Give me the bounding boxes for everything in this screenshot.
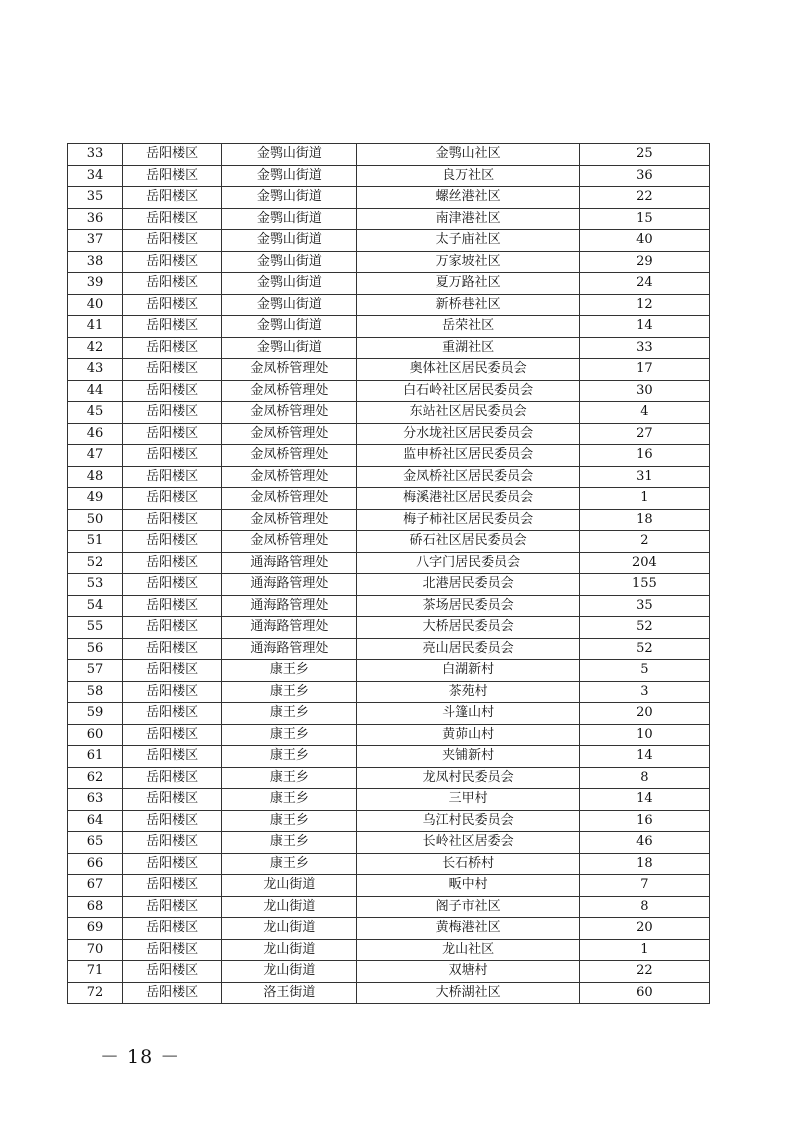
table-row — [68, 746, 710, 768]
community-cell: 东站社区居民委员会 — [357, 402, 579, 424]
row-number-cell: 65 — [68, 832, 123, 854]
table-row — [68, 681, 710, 703]
district-cell: 岳阳楼区 — [123, 273, 222, 295]
district-cell: 岳阳楼区 — [123, 810, 222, 832]
street-cell: 金凤桥管理处 — [222, 488, 357, 510]
street-cell: 龙山街道 — [222, 961, 357, 983]
row-number-cell: 53 — [68, 574, 123, 596]
district-cell: 岳阳楼区 — [123, 939, 222, 961]
community-cell: 夹铺新村 — [357, 746, 579, 768]
street-cell: 康王乡 — [222, 660, 357, 682]
count-cell: 17 — [579, 359, 709, 381]
table-body — [68, 144, 710, 1004]
district-cell: 岳阳楼区 — [123, 961, 222, 983]
community-cell: 螺丝港社区 — [357, 187, 579, 209]
district-cell: 岳阳楼区 — [123, 380, 222, 402]
street-cell: 金凤桥管理处 — [222, 359, 357, 381]
table-row — [68, 144, 710, 166]
table-row — [68, 703, 710, 725]
row-number-cell: 68 — [68, 896, 123, 918]
street-cell: 康王乡 — [222, 681, 357, 703]
row-number-cell: 51 — [68, 531, 123, 553]
page-number: － 18 － — [100, 1046, 181, 1068]
count-cell: 8 — [579, 896, 709, 918]
street-cell: 洛王街道 — [222, 982, 357, 1004]
table-row — [68, 316, 710, 338]
row-number-cell: 67 — [68, 875, 123, 897]
district-cell: 岳阳楼区 — [123, 466, 222, 488]
table-row — [68, 789, 710, 811]
count-cell: 29 — [579, 251, 709, 273]
street-cell: 金鹗山街道 — [222, 316, 357, 338]
count-cell: 36 — [579, 165, 709, 187]
count-cell: 20 — [579, 703, 709, 725]
street-cell: 金鹗山街道 — [222, 251, 357, 273]
table-row — [68, 574, 710, 596]
community-cell: 乌江村民委员会 — [357, 810, 579, 832]
street-cell: 龙山街道 — [222, 918, 357, 940]
street-cell: 金凤桥管理处 — [222, 531, 357, 553]
street-cell: 康王乡 — [222, 853, 357, 875]
count-cell: 204 — [579, 552, 709, 574]
count-cell: 3 — [579, 681, 709, 703]
community-cell: 分水垅社区居民委员会 — [357, 423, 579, 445]
row-number-cell: 42 — [68, 337, 123, 359]
district-cell: 岳阳楼区 — [123, 853, 222, 875]
district-cell: 岳阳楼区 — [123, 574, 222, 596]
district-cell: 岳阳楼区 — [123, 789, 222, 811]
community-cell: 岳荣社区 — [357, 316, 579, 338]
community-cell: 北港居民委员会 — [357, 574, 579, 596]
street-cell: 龙山街道 — [222, 875, 357, 897]
community-cell: 梅子柿社区居民委员会 — [357, 509, 579, 531]
community-cell: 梅溪港社区居民委员会 — [357, 488, 579, 510]
table-row — [68, 466, 710, 488]
community-cell: 南津港社区 — [357, 208, 579, 230]
district-cell: 岳阳楼区 — [123, 681, 222, 703]
row-number-cell: 40 — [68, 294, 123, 316]
district-cell: 岳阳楼区 — [123, 165, 222, 187]
street-cell: 康王乡 — [222, 724, 357, 746]
row-number-cell: 52 — [68, 552, 123, 574]
community-cell: 斗篷山村 — [357, 703, 579, 725]
count-cell: 16 — [579, 445, 709, 467]
table-row — [68, 402, 710, 424]
street-cell: 龙山街道 — [222, 896, 357, 918]
row-number-cell: 72 — [68, 982, 123, 1004]
table-row — [68, 638, 710, 660]
count-cell: 24 — [579, 273, 709, 295]
street-cell: 金鹗山街道 — [222, 273, 357, 295]
count-cell: 20 — [579, 918, 709, 940]
district-cell: 岳阳楼区 — [123, 875, 222, 897]
table-row — [68, 337, 710, 359]
street-cell: 康王乡 — [222, 703, 357, 725]
district-cell: 岳阳楼区 — [123, 251, 222, 273]
district-cell: 岳阳楼区 — [123, 767, 222, 789]
district-cell: 岳阳楼区 — [123, 552, 222, 574]
row-number-cell: 71 — [68, 961, 123, 983]
count-cell: 4 — [579, 402, 709, 424]
street-cell: 通海路管理处 — [222, 552, 357, 574]
row-number-cell: 44 — [68, 380, 123, 402]
community-cell: 双塘村 — [357, 961, 579, 983]
community-cell: 龙凤村民委员会 — [357, 767, 579, 789]
table-row — [68, 273, 710, 295]
district-cell: 岳阳楼区 — [123, 208, 222, 230]
street-cell: 金凤桥管理处 — [222, 423, 357, 445]
community-cell: 白湖新村 — [357, 660, 579, 682]
count-cell: 14 — [579, 746, 709, 768]
street-cell: 金鹗山街道 — [222, 165, 357, 187]
count-cell: 14 — [579, 316, 709, 338]
table-row — [68, 359, 710, 381]
table-row — [68, 832, 710, 854]
row-number-cell: 64 — [68, 810, 123, 832]
community-cell: 太子庙社区 — [357, 230, 579, 252]
row-number-cell: 59 — [68, 703, 123, 725]
street-cell: 通海路管理处 — [222, 617, 357, 639]
community-cell: 茶场居民委员会 — [357, 595, 579, 617]
street-cell: 金鹗山街道 — [222, 187, 357, 209]
district-cell: 岳阳楼区 — [123, 509, 222, 531]
district-cell: 岳阳楼区 — [123, 402, 222, 424]
street-cell: 通海路管理处 — [222, 595, 357, 617]
row-number-cell: 48 — [68, 466, 123, 488]
district-cell: 岳阳楼区 — [123, 703, 222, 725]
street-cell: 金鹗山街道 — [222, 294, 357, 316]
community-cell: 硚石社区居民委员会 — [357, 531, 579, 553]
district-cell: 岳阳楼区 — [123, 423, 222, 445]
community-cell: 阁子市社区 — [357, 896, 579, 918]
table-row — [68, 896, 710, 918]
community-cell: 新桥巷社区 — [357, 294, 579, 316]
community-cell: 长岭社区居委会 — [357, 832, 579, 854]
row-number-cell: 38 — [68, 251, 123, 273]
community-cell: 黄茆山村 — [357, 724, 579, 746]
street-cell: 金凤桥管理处 — [222, 380, 357, 402]
district-cell: 岳阳楼区 — [123, 746, 222, 768]
community-cell: 夏万路社区 — [357, 273, 579, 295]
row-number-cell: 56 — [68, 638, 123, 660]
community-cell: 重湖社区 — [357, 337, 579, 359]
table-row — [68, 595, 710, 617]
table-row — [68, 165, 710, 187]
row-number-cell: 70 — [68, 939, 123, 961]
table-row — [68, 552, 710, 574]
count-cell: 15 — [579, 208, 709, 230]
row-number-cell: 61 — [68, 746, 123, 768]
table-row — [68, 187, 710, 209]
table-row — [68, 617, 710, 639]
community-cell: 监申桥社区居民委员会 — [357, 445, 579, 467]
count-cell: 27 — [579, 423, 709, 445]
district-cell: 岳阳楼区 — [123, 595, 222, 617]
table-row — [68, 767, 710, 789]
row-number-cell: 66 — [68, 853, 123, 875]
table-row — [68, 961, 710, 983]
district-cell: 岳阳楼区 — [123, 617, 222, 639]
community-cell: 万家坡社区 — [357, 251, 579, 273]
street-cell: 康王乡 — [222, 810, 357, 832]
row-number-cell: 69 — [68, 918, 123, 940]
district-cell: 岳阳楼区 — [123, 531, 222, 553]
street-cell: 金鹗山街道 — [222, 230, 357, 252]
street-cell: 金凤桥管理处 — [222, 466, 357, 488]
count-cell: 30 — [579, 380, 709, 402]
table-row — [68, 380, 710, 402]
community-cell: 龙山社区 — [357, 939, 579, 961]
count-cell: 18 — [579, 853, 709, 875]
table-row — [68, 875, 710, 897]
count-cell: 46 — [579, 832, 709, 854]
count-cell: 40 — [579, 230, 709, 252]
table-row — [68, 853, 710, 875]
community-cell: 长石桥村 — [357, 853, 579, 875]
table-row — [68, 294, 710, 316]
street-cell: 金鹗山街道 — [222, 208, 357, 230]
count-cell: 5 — [579, 660, 709, 682]
community-cell: 白石岭社区居民委员会 — [357, 380, 579, 402]
count-cell: 25 — [579, 144, 709, 166]
district-cell: 岳阳楼区 — [123, 445, 222, 467]
table-row — [68, 810, 710, 832]
community-cell: 亮山居民委员会 — [357, 638, 579, 660]
street-cell: 通海路管理处 — [222, 574, 357, 596]
district-cell: 岳阳楼区 — [123, 359, 222, 381]
district-cell: 岳阳楼区 — [123, 982, 222, 1004]
district-cell: 岳阳楼区 — [123, 187, 222, 209]
district-cell: 岳阳楼区 — [123, 488, 222, 510]
community-cell: 茶苑村 — [357, 681, 579, 703]
table-row — [68, 982, 710, 1004]
row-number-cell: 36 — [68, 208, 123, 230]
district-cell: 岳阳楼区 — [123, 337, 222, 359]
count-cell: 33 — [579, 337, 709, 359]
district-cell: 岳阳楼区 — [123, 144, 222, 166]
street-cell: 金鹗山街道 — [222, 144, 357, 166]
count-cell: 22 — [579, 187, 709, 209]
row-number-cell: 46 — [68, 423, 123, 445]
street-cell: 康王乡 — [222, 767, 357, 789]
row-number-cell: 55 — [68, 617, 123, 639]
count-cell: 22 — [579, 961, 709, 983]
table-row — [68, 208, 710, 230]
community-cell: 金鹗山社区 — [357, 144, 579, 166]
street-cell: 康王乡 — [222, 789, 357, 811]
row-number-cell: 58 — [68, 681, 123, 703]
row-number-cell: 57 — [68, 660, 123, 682]
district-cell: 岳阳楼区 — [123, 316, 222, 338]
district-cell: 岳阳楼区 — [123, 896, 222, 918]
community-cell: 金凤桥社区居民委员会 — [357, 466, 579, 488]
street-cell: 金鹗山街道 — [222, 337, 357, 359]
table-row — [68, 230, 710, 252]
row-number-cell: 63 — [68, 789, 123, 811]
row-number-cell: 37 — [68, 230, 123, 252]
count-cell: 12 — [579, 294, 709, 316]
count-cell: 14 — [579, 789, 709, 811]
count-cell: 18 — [579, 509, 709, 531]
street-cell: 康王乡 — [222, 832, 357, 854]
street-cell: 金凤桥管理处 — [222, 445, 357, 467]
count-cell: 52 — [579, 617, 709, 639]
row-number-cell: 47 — [68, 445, 123, 467]
table-row — [68, 488, 710, 510]
count-cell: 155 — [579, 574, 709, 596]
count-cell: 52 — [579, 638, 709, 660]
count-cell: 35 — [579, 595, 709, 617]
count-cell: 1 — [579, 939, 709, 961]
table-row — [68, 939, 710, 961]
district-cell: 岳阳楼区 — [123, 724, 222, 746]
count-cell: 8 — [579, 767, 709, 789]
count-cell: 10 — [579, 724, 709, 746]
row-number-cell: 54 — [68, 595, 123, 617]
row-number-cell: 41 — [68, 316, 123, 338]
table-row — [68, 724, 710, 746]
district-cell: 岳阳楼区 — [123, 832, 222, 854]
row-number-cell: 34 — [68, 165, 123, 187]
district-cell: 岳阳楼区 — [123, 660, 222, 682]
row-number-cell: 50 — [68, 509, 123, 531]
street-cell: 金凤桥管理处 — [222, 509, 357, 531]
street-cell: 康王乡 — [222, 746, 357, 768]
street-cell: 通海路管理处 — [222, 638, 357, 660]
count-cell: 7 — [579, 875, 709, 897]
table-row — [68, 509, 710, 531]
district-cell: 岳阳楼区 — [123, 294, 222, 316]
count-cell: 1 — [579, 488, 709, 510]
street-cell: 金凤桥管理处 — [222, 402, 357, 424]
community-cell: 大桥湖社区 — [357, 982, 579, 1004]
row-number-cell: 62 — [68, 767, 123, 789]
community-cell: 奥体社区居民委员会 — [357, 359, 579, 381]
community-table — [67, 143, 710, 1004]
count-cell: 2 — [579, 531, 709, 553]
community-cell: 八字门居民委员会 — [357, 552, 579, 574]
row-number-cell: 49 — [68, 488, 123, 510]
street-cell: 龙山街道 — [222, 939, 357, 961]
count-cell: 60 — [579, 982, 709, 1004]
community-cell: 三甲村 — [357, 789, 579, 811]
table-row — [68, 660, 710, 682]
count-cell: 16 — [579, 810, 709, 832]
district-cell: 岳阳楼区 — [123, 638, 222, 660]
community-cell: 黄梅港社区 — [357, 918, 579, 940]
row-number-cell: 39 — [68, 273, 123, 295]
community-cell: 良万社区 — [357, 165, 579, 187]
district-cell: 岳阳楼区 — [123, 918, 222, 940]
table-row — [68, 531, 710, 553]
community-cell: 大桥居民委员会 — [357, 617, 579, 639]
community-cell: 畈中村 — [357, 875, 579, 897]
row-number-cell: 45 — [68, 402, 123, 424]
table-row — [68, 445, 710, 467]
count-cell: 31 — [579, 466, 709, 488]
table-row — [68, 423, 710, 445]
row-number-cell: 33 — [68, 144, 123, 166]
table-row — [68, 251, 710, 273]
row-number-cell: 60 — [68, 724, 123, 746]
district-cell: 岳阳楼区 — [123, 230, 222, 252]
table-row — [68, 918, 710, 940]
row-number-cell: 35 — [68, 187, 123, 209]
row-number-cell: 43 — [68, 359, 123, 381]
